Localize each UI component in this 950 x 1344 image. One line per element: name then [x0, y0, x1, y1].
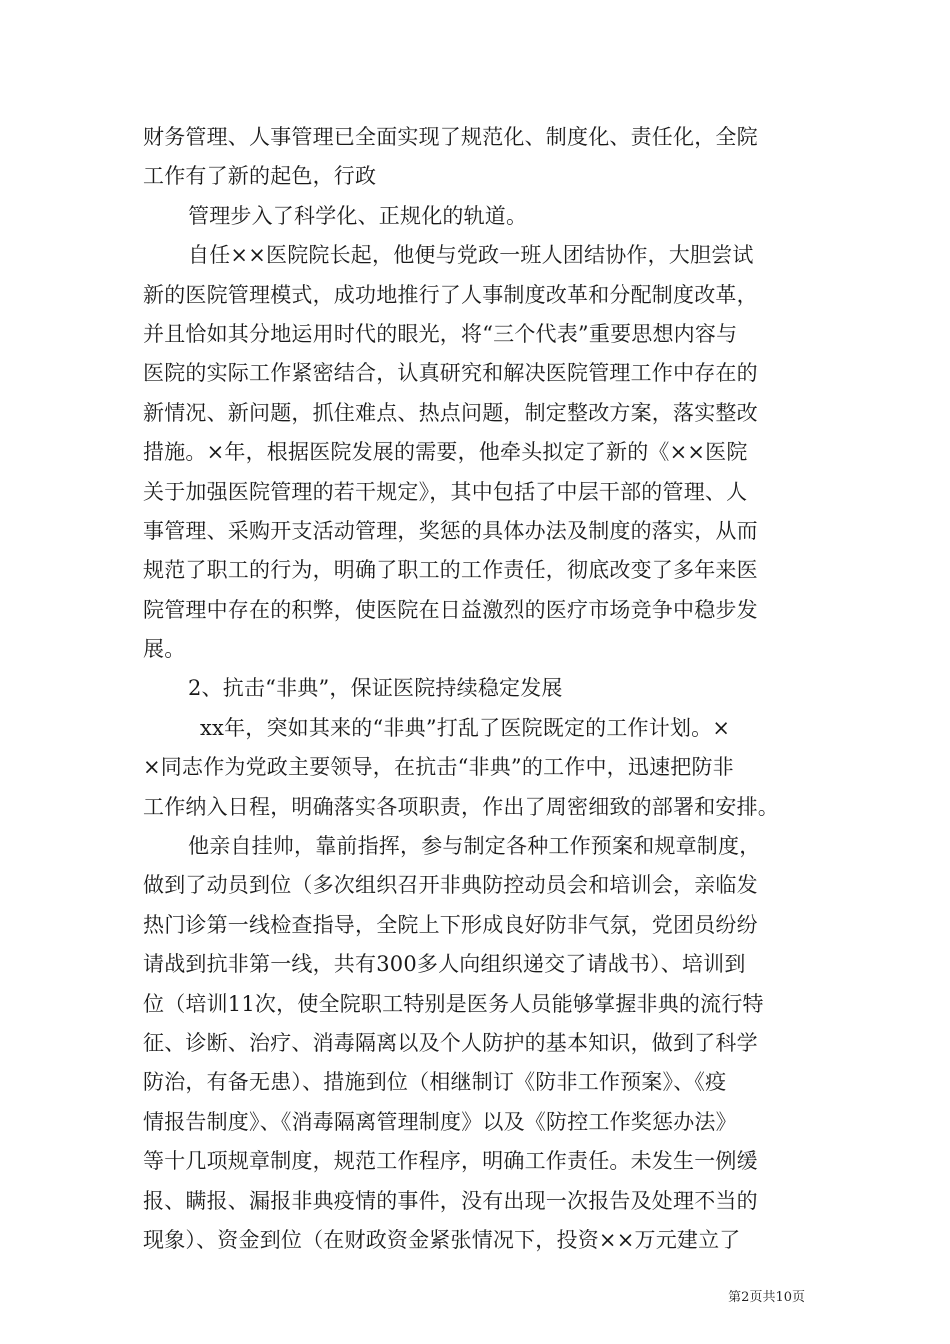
text-line: 财务管理、人事管理已全面实现了规范化、制度化、责任化，全院 [143, 125, 758, 149]
paragraph-start: 他亲自挂帅，靠前指挥，参与制定各种工作预案和规章制度， [188, 834, 761, 859]
text-line: 关于加强医院管理的若干规定》，其中包括了中层干部的管理、人 [143, 479, 748, 504]
text-line: 做到了动员到位（多次组织召开非典防控动员会和培训会，亲临发 [143, 873, 758, 898]
text-line: 请战到抗非第一线，共有300多人向组织递交了请战书）、培训到 [143, 952, 746, 977]
text-line: 等十几项规章制度，规范工作程序，明确工作责任。未发生一例缓 [143, 1149, 758, 1174]
text-line: 规范了职工的行为，明确了职工的工作责任，彻底改变了多年来医 [143, 558, 758, 583]
paragraph-start: xx年，突如其来的“非典”打乱了医院既定的工作计划。× [200, 715, 731, 740]
text-line: 报、瞒报、漏报非典疫情的事件，没有出现一次报告及处理不当的 [143, 1188, 758, 1213]
page-number: 第2页共10页 [728, 1290, 805, 1305]
text-line: 新情况、新问题，抓住难点、热点问题，制定整改方案，落实整改 [143, 400, 758, 425]
text-line: ×同志作为党政主要领导，在抗击“非典”的工作中，迅速把防非 [143, 755, 734, 780]
body-text [143, 118, 813, 1260]
text-line: 位（培训11次，使全院职工特别是医务人员能够掌握非典的流行特 [143, 991, 764, 1016]
text-line: 新的医院管理模式，成功地推行了人事制度改革和分配制度改革， [143, 282, 758, 307]
text-line: 措施。×年，根据医院发展的需要，他牵头拟定了新的《××医院 [143, 440, 748, 465]
page-footer [0, 1286, 950, 1305]
text-line: 并且恰如其分地运用时代的眼光，将“三个代表”重要思想内容与 [143, 321, 738, 346]
text-line: 工作有了新的起色，行政 [143, 164, 377, 189]
text-line: 情报告制度》、《消毒隔离管理制度》以及《防控工作奖惩办法》 [143, 1109, 737, 1134]
text-line: 医院的实际工作紧密结合，认真研究和解决医院管理工作中存在的 [143, 361, 758, 386]
text-line: 工作纳入日程，明确落实各项职责，作出了周密细致的部署和安排。 [143, 794, 779, 819]
text-line: 展。 [143, 637, 186, 662]
paragraph-start: 自任××医院院长起，他便与党政一班人团结协作，大胆尝试 [188, 243, 754, 268]
text-line: 现象）、资金到位（在财政资金紧张情况下，投资××万元建立了 [143, 1227, 741, 1252]
text-line: 管理步入了科学化、正规化的轨道。 [188, 203, 528, 228]
text-line: 征、诊断、治疗、消毒隔离以及个人防护的基本知识，做到了科学 [143, 1030, 758, 1055]
text-line: 防治，有备无患）、措施到位（相继制订《防非工作预案》、《疫 [143, 1070, 727, 1095]
text-line: 院管理中存在的积弊，使医院在日益激烈的医疗市场竞争中稳步发 [143, 597, 758, 622]
text-line: 事管理、采购开支活动管理，奖惩的具体办法及制度的落实，从而 [143, 518, 758, 543]
section-heading: 2、抗击“非典”，保证医院持续稳定发展 [188, 676, 563, 701]
text-line: 热门诊第一线检查指导，全院上下形成良好防非气氛，党团员纷纷 [143, 912, 758, 937]
